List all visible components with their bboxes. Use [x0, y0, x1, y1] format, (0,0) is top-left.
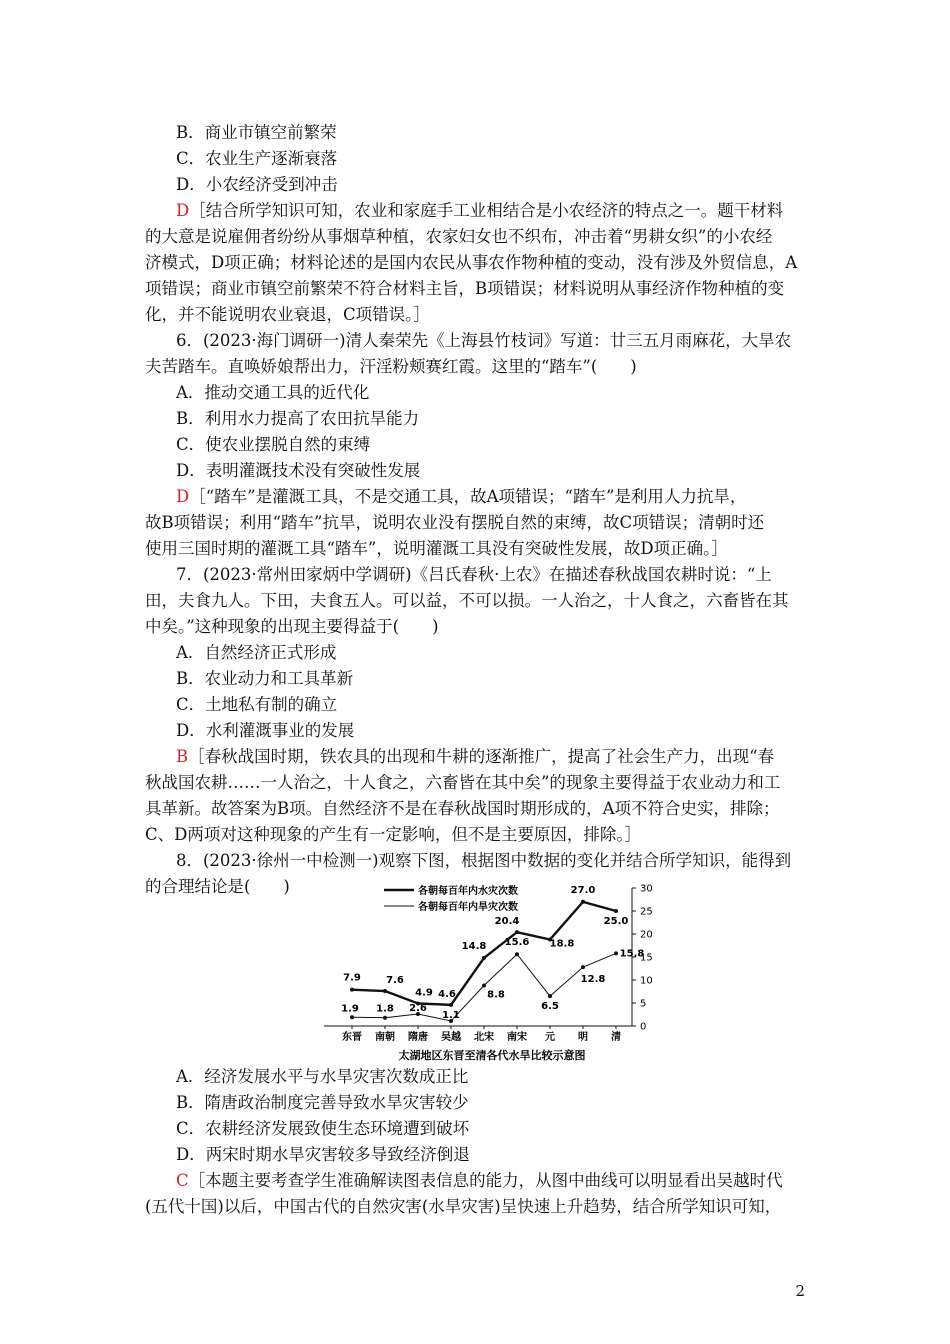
- x-tick-label: 清: [611, 1032, 621, 1043]
- flood-data-label: 20.4: [494, 916, 520, 928]
- flood-data-label: 25.0: [603, 916, 629, 927]
- flood-data-label: 7.6: [386, 975, 404, 987]
- x-tick-label: 明: [578, 1032, 588, 1043]
- x-tick-label: 北宋: [474, 1032, 494, 1043]
- q5-explanation-line: 的大意是说雇佣者纷纷从事烟草种植，农家妇女也不织布，冲击着“男耕女织”的小农经: [145, 227, 773, 246]
- q5-option-b: B．商业市镇空前繁荣: [176, 123, 337, 142]
- q6-option-d: D．表明灌溉技术没有突破性发展: [176, 461, 421, 480]
- drought-point: [482, 984, 486, 988]
- drought-point: [350, 1015, 354, 1019]
- q5-answer-letter: D: [176, 201, 190, 220]
- flood-data-label: 4.6: [438, 988, 456, 1000]
- legend-flood-label: 各朝每百年内水灾次数: [418, 886, 518, 897]
- q6-explanation-line: 故B项错误；利用“踏车”抗旱，说明农业没有摆脱自然的束缚，故C项错误；清朝时还: [145, 513, 765, 532]
- q5-explanation-line: 化，并不能说明农业衰退，C项错误。］: [145, 305, 430, 324]
- y-tick-label: 30: [640, 883, 653, 895]
- y-tick-label: 20: [640, 929, 653, 941]
- q8-option-b: B．隋唐政治制度完善导致水旱灾害较少: [176, 1093, 469, 1112]
- q7-option-b: B．农业动力和工具革新: [176, 669, 354, 688]
- q8-option-c: C．农耕经济发展致使生态环境遭到破坏: [176, 1119, 470, 1138]
- q8-option-d: D．两宋时期水旱灾害较多导致经济倒退: [176, 1145, 470, 1164]
- q7-answer-letter: B: [176, 747, 189, 766]
- drought-data-label: 1.9: [341, 1003, 359, 1015]
- q6-explanation-line: D［“踏车”是灌溉工具，不是交通工具，故A项错误；“踏车”是利用人力抗旱，: [176, 487, 747, 506]
- y-tick-label: 25: [640, 906, 653, 918]
- q8-option-a: A．经济发展水平与水旱灾害次数成正比: [176, 1067, 469, 1086]
- q7-stem-line: 中矣。”这种现象的出现主要得益于( ): [145, 617, 439, 636]
- y-tick-label: 15: [640, 952, 653, 964]
- q6-stem-line: 夫苦踏车。直唤娇娘帮出力，汗淫粉颊赛红霞。这里的“踏车”( ): [145, 357, 637, 376]
- q5-option-c: C．农业生产逐渐衰落: [176, 149, 338, 168]
- q7-option-c: C．土地私有制的确立: [176, 695, 338, 714]
- q8-stem-line: 8．(2023·徐州一中检测一)观察下图，根据图中数据的变化并结合所学知识，能得到: [176, 851, 792, 870]
- drought-data-label: 12.8: [580, 974, 606, 986]
- flood-data-label: 27.0: [570, 884, 596, 896]
- legend-drought-label: 各朝每百年内旱灾次数: [418, 902, 518, 913]
- y-tick-label: 10: [640, 975, 653, 987]
- page-number: 2: [795, 1282, 805, 1300]
- q6-option-a: A．推动交通工具的近代化: [176, 383, 370, 402]
- flood-point: [581, 900, 585, 904]
- flood-point: [482, 956, 486, 960]
- flood-point: [449, 1003, 453, 1007]
- drought-point: [581, 965, 585, 969]
- x-tick-label: 南宋: [507, 1032, 527, 1043]
- drought-data-label: 15.8: [619, 948, 645, 960]
- flood-data-label: 14.8: [461, 940, 487, 952]
- q7-option-d: D．水利灌溉事业的发展: [176, 721, 355, 740]
- drought-data-label: 6.5: [541, 1001, 559, 1013]
- q8-explanation-line: C［本题主要考查学生准确解读图表信息的能力，从图中曲线可以明显看出吴越时代: [176, 1171, 783, 1190]
- x-tick-label: 南朝: [375, 1032, 395, 1043]
- q8-answer-letter: C: [176, 1171, 189, 1190]
- flood-data-label: 4.9: [415, 987, 433, 999]
- flood-data-label: 7.9: [343, 972, 361, 984]
- x-tick-label: 元: [545, 1032, 555, 1043]
- q8-stem-line: 的合理结论是( ): [145, 877, 290, 896]
- q7-stem-line: 田，夫食九人。下田，夫食五人。可以益，不可以损。一人治之，十人食之，六畜皆在其: [145, 591, 789, 610]
- x-tick-label: 东晋: [342, 1032, 362, 1043]
- q6-explanation-line: 使用三国时期的灌溉工具“踏车”，说明灌溉工具没有突破性发展，故D项正确。］: [145, 539, 728, 558]
- drought-point: [548, 994, 552, 998]
- water-drought-chart: [322, 878, 662, 1063]
- q5-explanation-line: D［结合所学知识可知，农业和家庭手工业相结合是小农经济的特点之一。题干材料: [176, 201, 784, 220]
- x-tick-label: 吴越: [441, 1032, 461, 1043]
- q7-stem-line: 7．(2023·常州田家炳中学调研)《吕氏春秋·上农》在描述春秋战国农耕时说：“上: [176, 565, 772, 584]
- flood-data-label: 18.8: [549, 938, 575, 950]
- drought-data-label: 1.1: [442, 1009, 460, 1021]
- y-tick-label: 5: [640, 998, 647, 1010]
- q7-explanation-line: 秋战国农耕……一人治之，十人食之，六畜皆在其中矣”的现象主要得益于农业动力和工: [145, 773, 781, 792]
- q7-explanation-line: C、D两项对这种现象的产生有一定影响，但不是主要原因，排除。］: [145, 825, 642, 844]
- drought-point: [383, 1016, 387, 1020]
- drought-data-label: 1.8: [376, 1003, 394, 1015]
- flood-point: [383, 989, 387, 993]
- y-tick-label: 0: [640, 1021, 647, 1033]
- chart-title: 太湖地区东晋至清各代水旱比较示意图: [398, 1049, 586, 1062]
- flood-point: [350, 988, 354, 992]
- q5-explanation-line: 济模式，D项正确；材料论述的是国内农民从事农作物种植的变动，没有涉及外贸信息，A: [145, 253, 798, 272]
- x-tick-label: 隋唐: [408, 1032, 428, 1043]
- drought-data-label: 2.6: [409, 1003, 427, 1015]
- q6-answer-letter: D: [176, 487, 190, 506]
- flood-point: [614, 909, 618, 913]
- q6-option-c: C．使农业摆脱自然的束缚: [176, 435, 371, 454]
- drought-point: [614, 951, 618, 955]
- drought-point: [515, 952, 519, 956]
- flood-point: [515, 930, 519, 934]
- flood-series-line: [352, 902, 616, 1005]
- drought-data-label: 8.8: [487, 989, 505, 1001]
- q7-explanation-line: B［春秋战国时期，铁农具的出现和牛耕的逐渐推广，提高了社会生产力，出现“春: [176, 747, 775, 766]
- q7-option-a: A．自然经济正式形成: [176, 643, 337, 662]
- q6-option-b: B．利用水力提高了农田抗旱能力: [176, 409, 420, 428]
- q5-explanation-line: 项错误；商业市镇空前繁荣不符合材料主旨，B项错误；材料说明从事经济作物种植的变: [145, 279, 785, 298]
- q7-explanation-line: 具革新。故答案为B项。自然经济不是在春秋战国时期形成的，A项不符合史实，排除；: [145, 799, 780, 818]
- q6-stem-line: 6．(2023·海门调研一)清人秦荣先《上海县竹枝词》写道：廿三五月雨麻花，大旱农: [176, 331, 792, 350]
- drought-data-label: 15.6: [504, 937, 530, 949]
- q8-explanation-line: (五代十国)以后，中国古代的自然灾害(水旱灾害)呈快速上升趋势，结合所学知识可知，: [145, 1197, 782, 1216]
- q5-option-d: D．小农经济受到冲击: [176, 175, 338, 194]
